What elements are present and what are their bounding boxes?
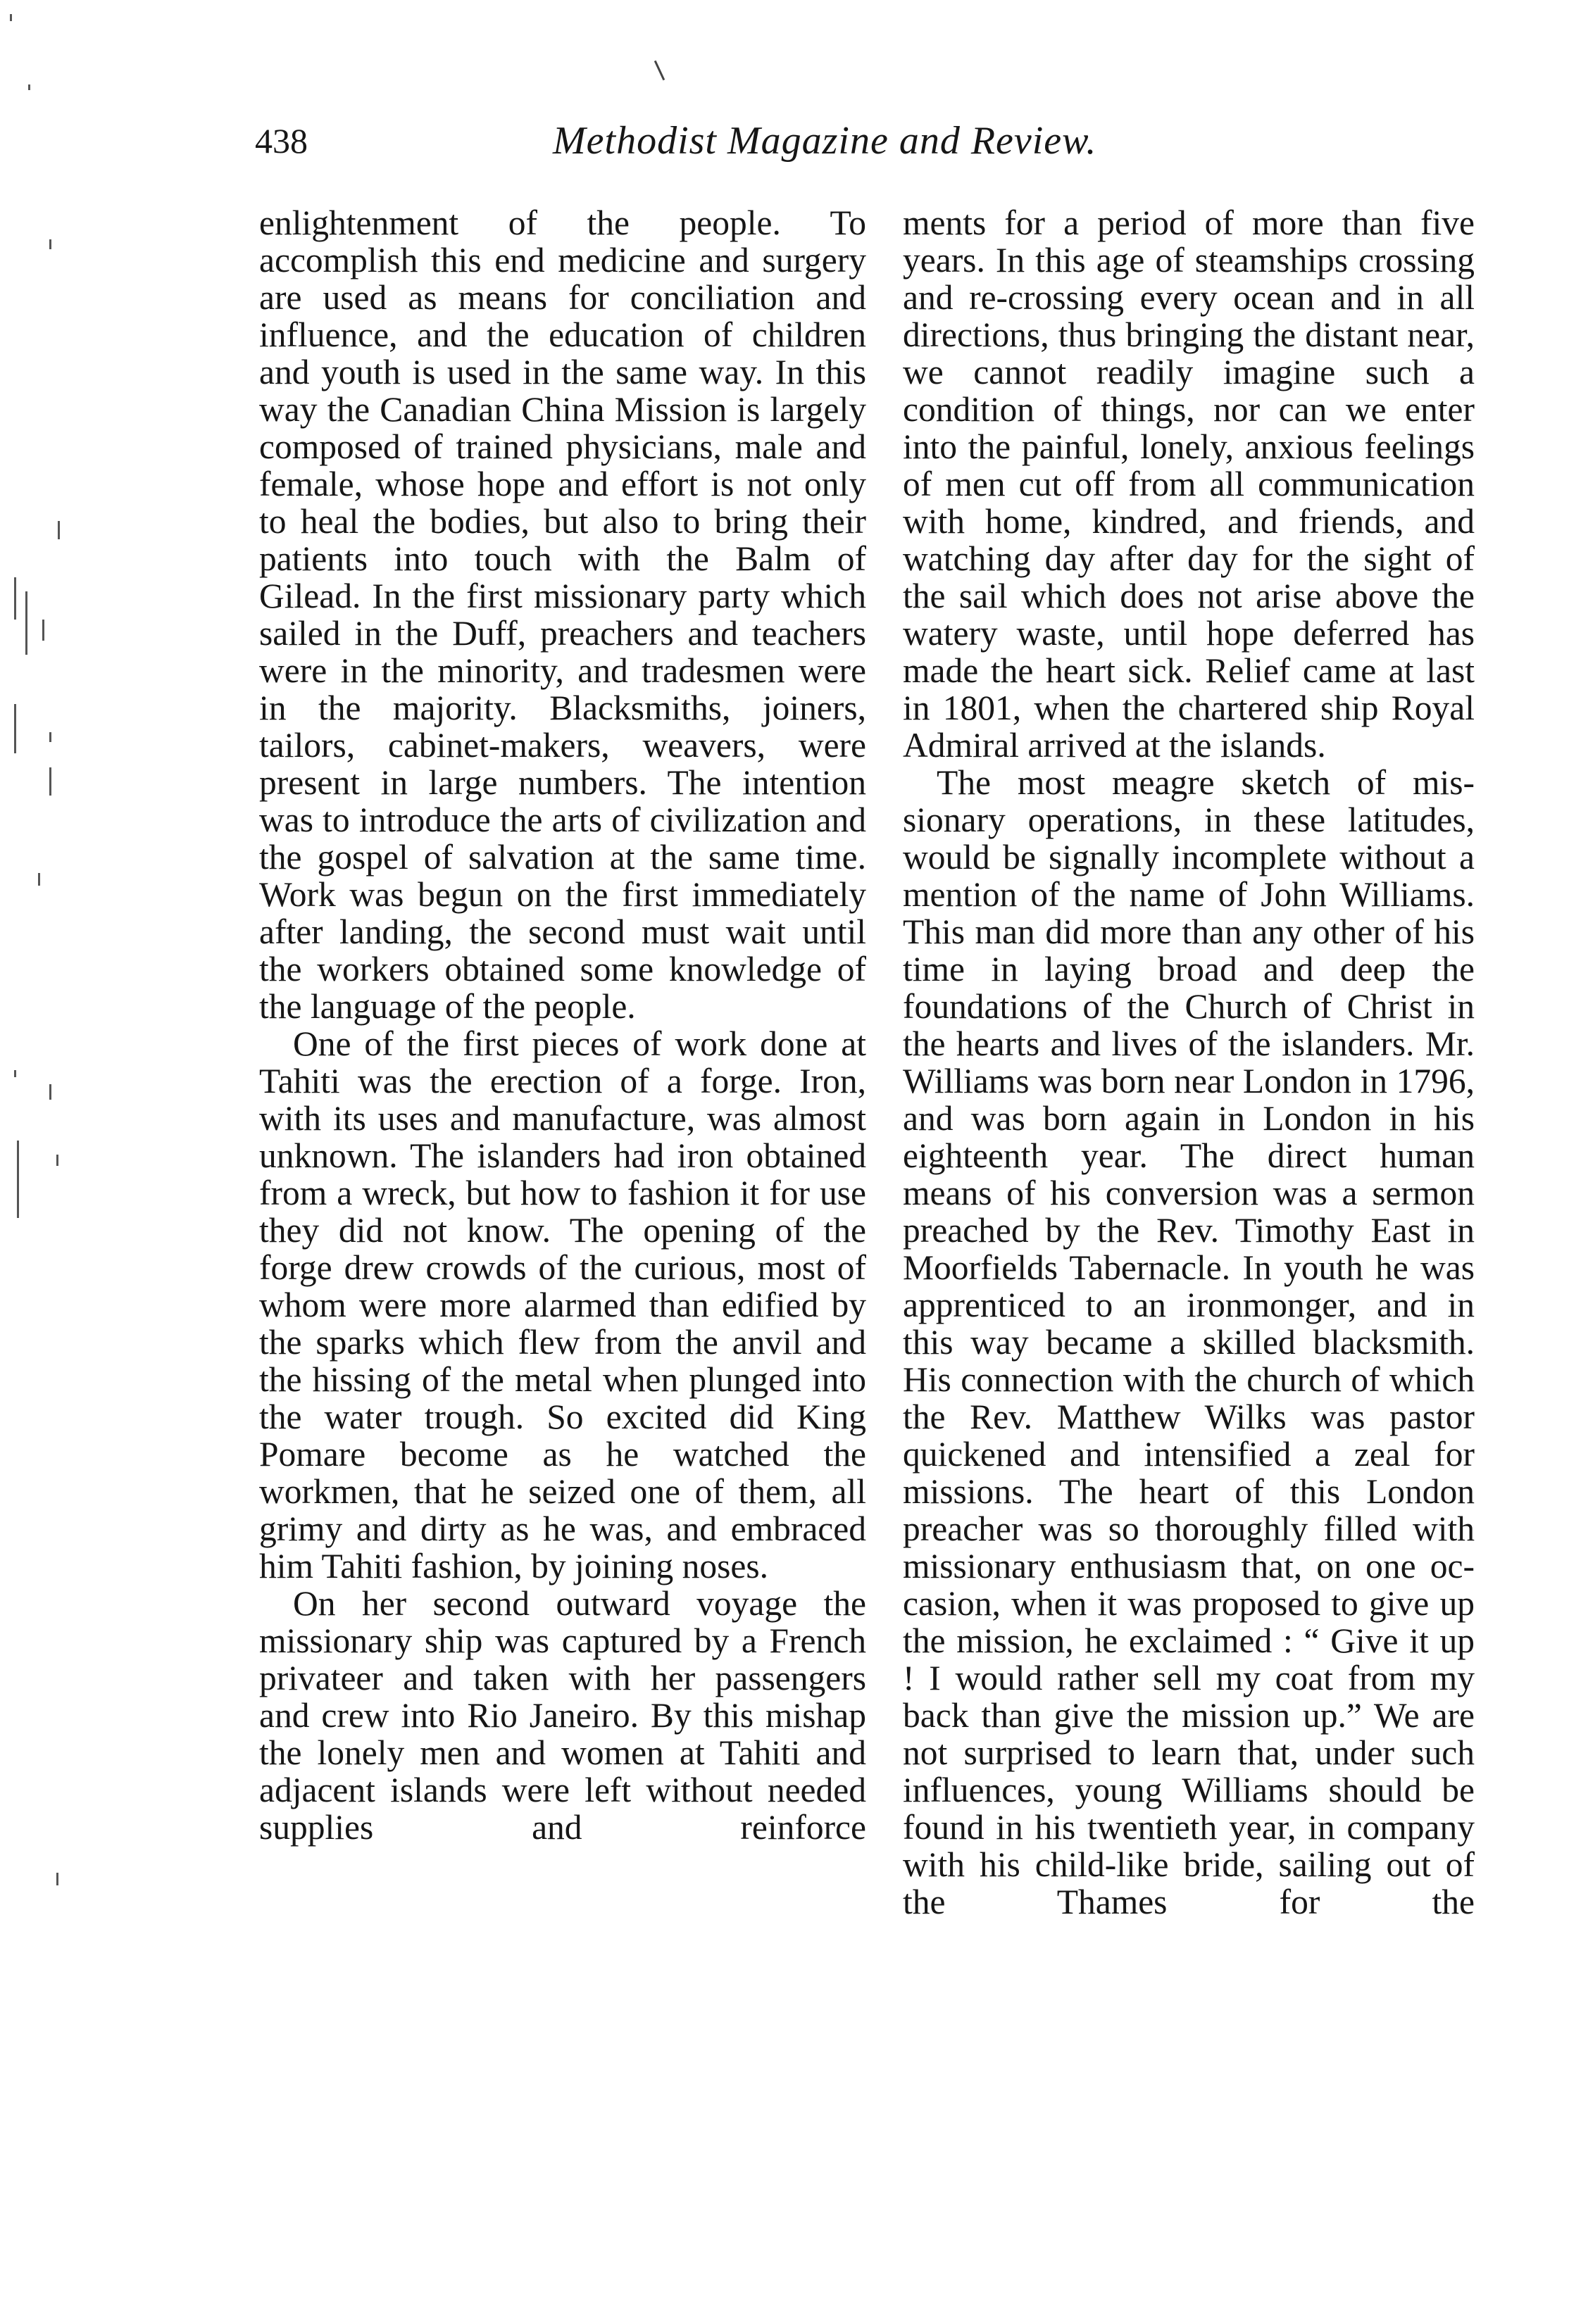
paragraph: The most meagre sketch of missionary operations, in these latitudes, would be signally incomplete without a mention of the name of John Williams. This man did more than any other of his time in laying broad and deep the foundations of the Church of Christ in the hearts and lives of the islanders. Mr. Williams was born near London in 1796, and was born again in London in his eighteenth year. The direct human means of his conversion was a sermon preached by the Rev. Timothy East in Moorfields Tabernacle. In youth he was apprenticed to an ironmonger, and in this way became a skilled blacksmith. His connection with the church of which the Rev. Matthew Wilks was pastor quickened and intensified a zeal for missions. The heart of this London preacher was so thoroughly filled with missionary enthusiasm that, on one occasion, when it was proposed to give up the mission, he exclaimed : “ Give it up ! I would rather sell my coat from my back than give the mission up.” We are not surprised to learn that, under such influences, young Williams should be found in his twentieth year, in company with his child-like bride, sailing out of the Thames for the: [903, 763, 1475, 1921]
paragraph: On her second outward voyage the missionary ship was captured by a French privateer and taken with her passengers and crew into Rio Janeiro. By this mishap the lonely men and women at Tahiti and adjacent islands were left without needed supplies and reinforce: [259, 1584, 866, 1847]
paragraph: enlightenment of the people. To accomplish this end medicine and surgery are used as means for conciliation and influence, and the education of children and youth is used in the same way. In this way the Canadian China Mission is largely composed of trained physicians, male and female, whose hope and effort is not only to heal the bodies, but also to bring their patients into touch with the Balm of Gilead. In the first missionary party which sailed in the Duff, preachers and teachers were in the minority, and tradesmen were in the majority. Blacksmiths, joiners, tailors, cabinet-makers, weavers, were present in large numbers. The intention was to introduce the arts of civilization and the gospel of salvation at the same time. Work was begun on the first immediately after landing, the second must wait until the workers obtained some knowledge of the language of the people.: [259, 203, 866, 1026]
margin-specks: [0, 0, 85, 2324]
paragraph: One of the first pieces of work done at Tahiti was the erection of a forge. Iron, with its uses and manufacture, was almost unknown. The islanders had iron obtained from a wreck, but how to fashion it for use they did not know. The opening of the forge drew crowds of the curious, most of whom were more alarmed than edified by the sparks which flew from the anvil and the hissing of the metal when plunged into the water trough. So excited did King Pomare become as he watched the workmen, that he seized one of them, all grimy and dirty as he was, and embraced him Tahiti fashion, by joining noses.: [259, 1024, 866, 1585]
page-header: [0, 113, 1569, 169]
left-column: [259, 204, 866, 1846]
right-column: [903, 204, 1475, 1921]
page-number: 438: [255, 121, 308, 161]
running-title: Methodist Magazine and Review.: [553, 119, 1097, 163]
print-mark: [654, 61, 665, 80]
paragraph: ments for a period of more than five years. In this age of steamships crossing and re-crossing every ocean and in all directions, thus bringing the distant near, we cannot readily imagine such a condition of things, nor can we enter into the painful, lonely, anxious feelings of men cut off from all communication with home, kindred, and friends, and watching day after day for the sight of the sail which does not arise above the watery waste, until hope deferred has made the heart sick. Relief came at last in 1801, when the chartered ship Royal Admiral arrived at the islands.: [903, 203, 1475, 765]
